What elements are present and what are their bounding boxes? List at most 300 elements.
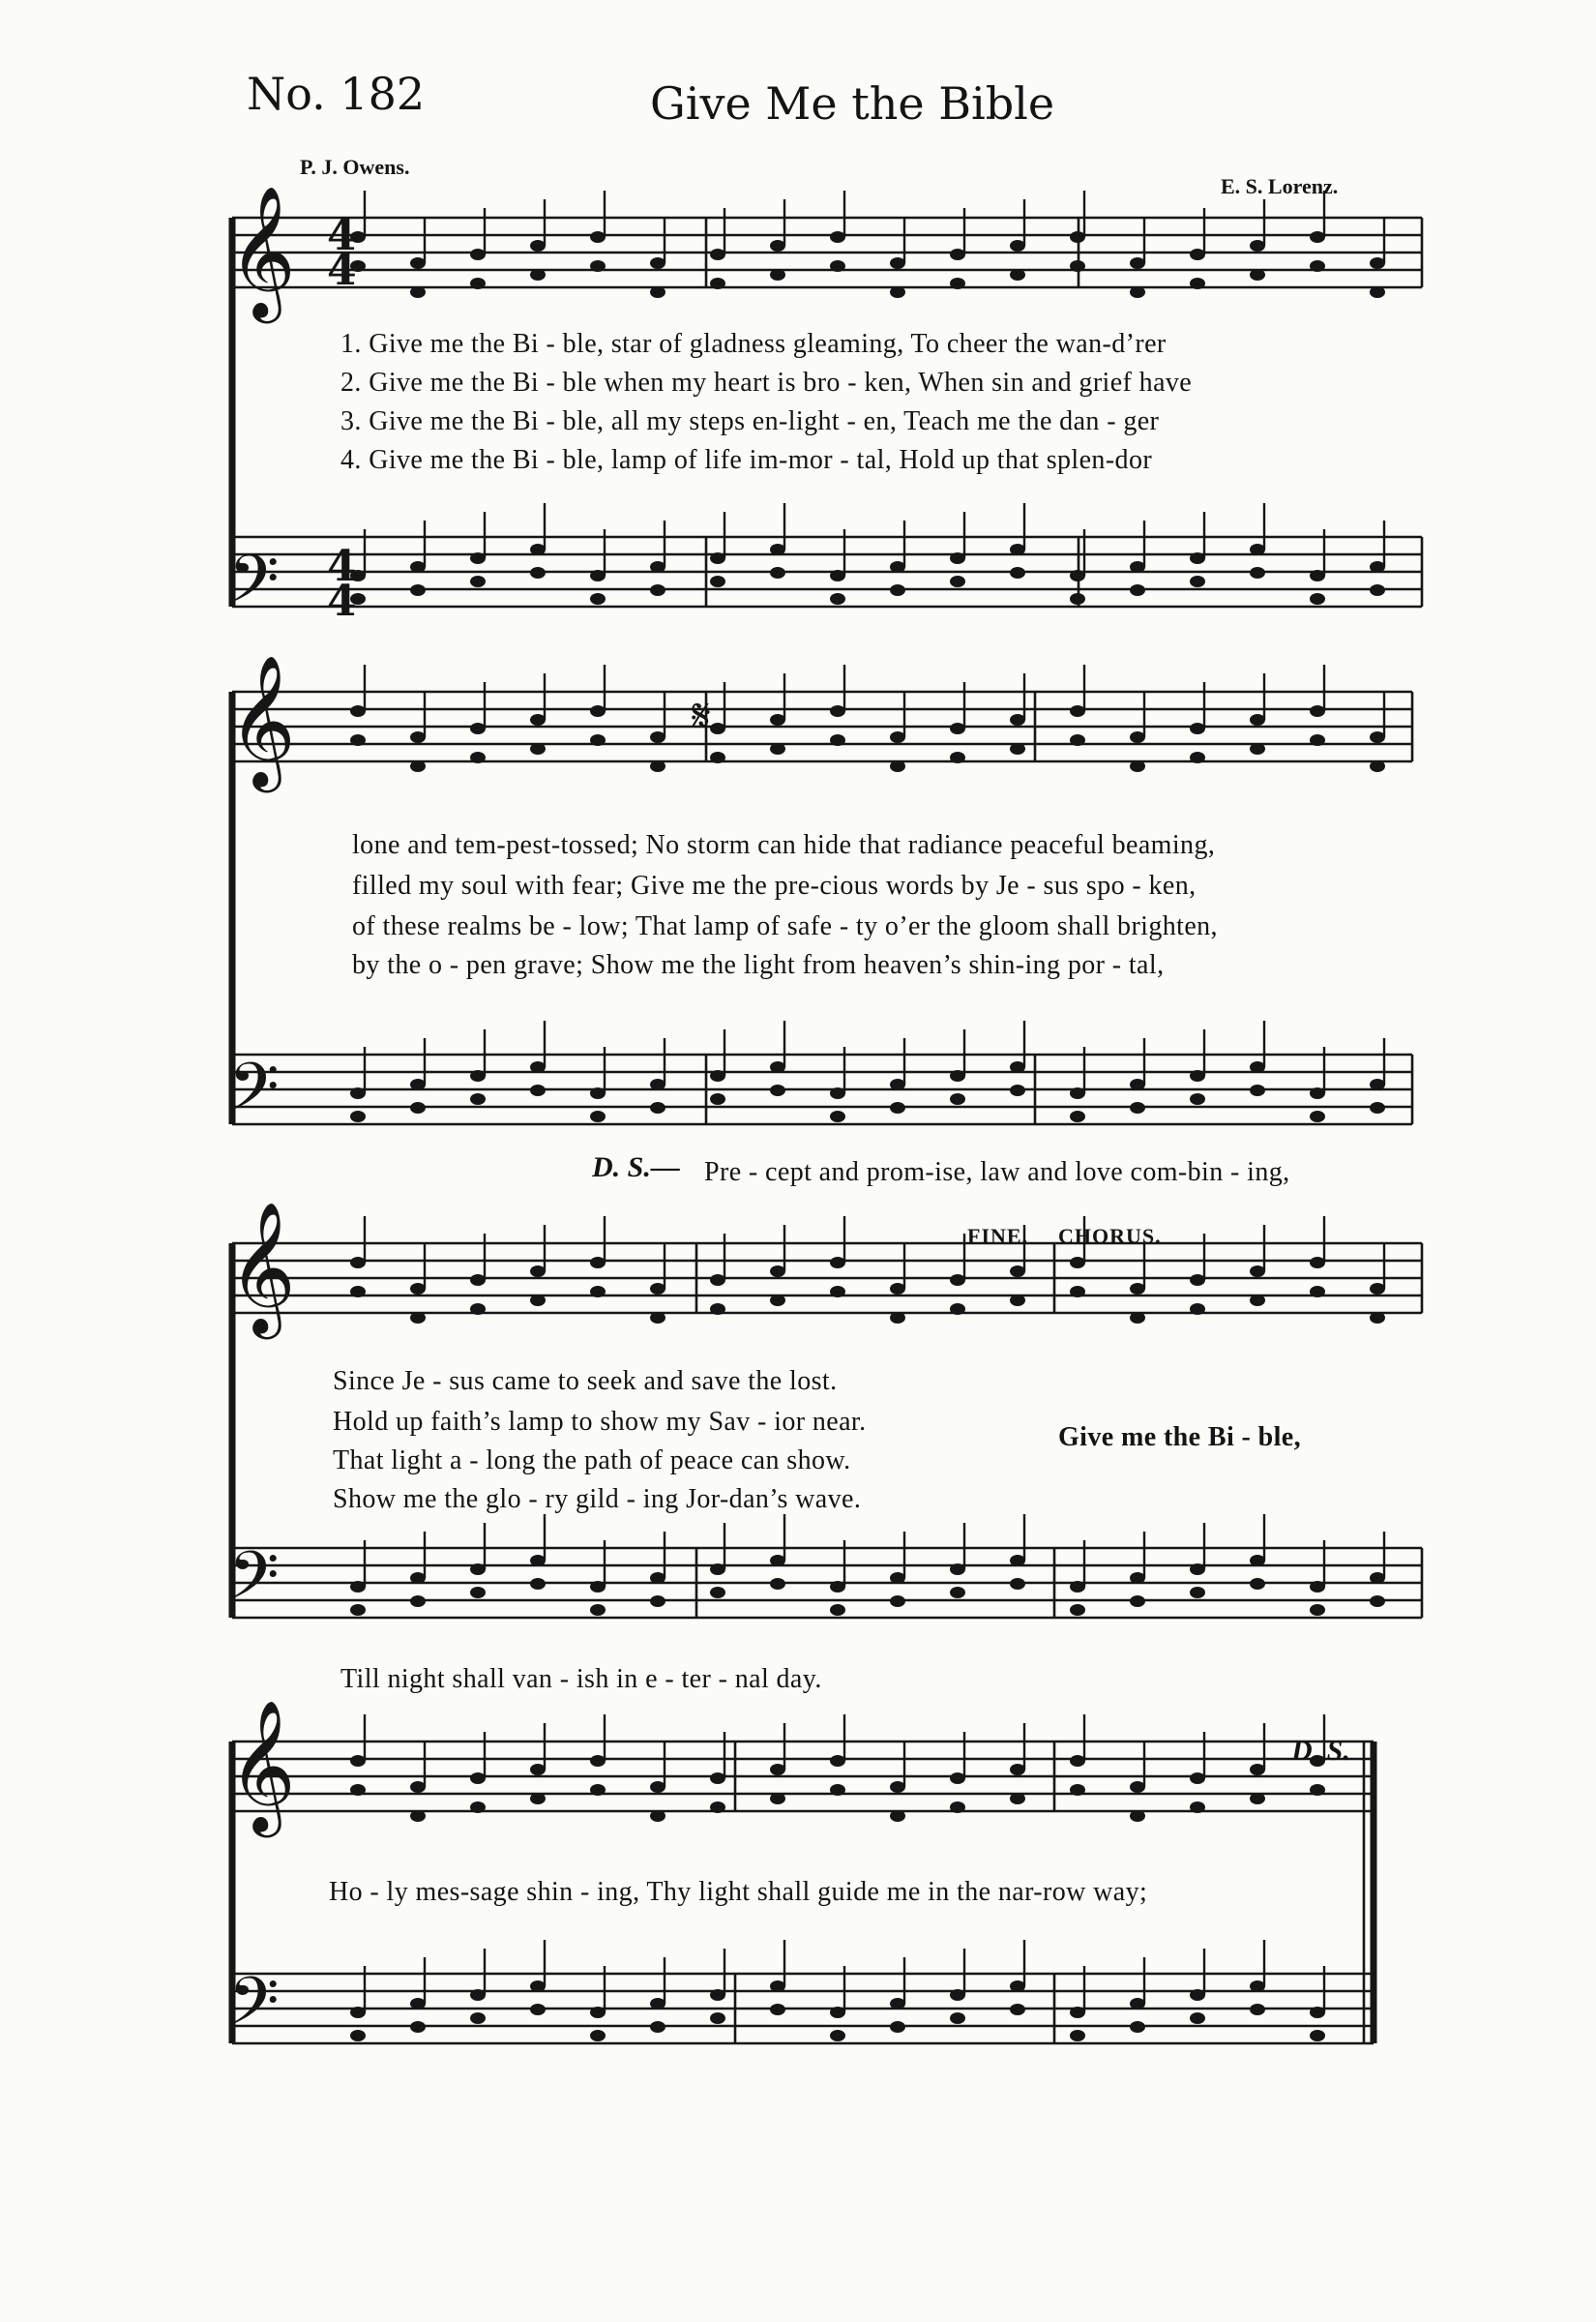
notehead: [950, 2012, 965, 2024]
notehead: [1250, 567, 1265, 579]
notehead: [470, 576, 486, 587]
notehead: [950, 1093, 965, 1105]
notehead: [1250, 1085, 1265, 1096]
notehead: [1250, 1764, 1265, 1775]
notehead: [530, 1793, 546, 1804]
notehead: [410, 1312, 426, 1324]
notehead: [590, 2007, 606, 2018]
notehead: [650, 1998, 665, 2009]
treble-clef-icon: 𝄞: [228, 1200, 296, 1333]
notehead: [590, 260, 606, 272]
notehead: [1010, 1265, 1025, 1277]
notehead: [950, 576, 965, 587]
notehead: [1070, 1755, 1085, 1767]
notehead: [1070, 1087, 1085, 1099]
verse-2-line-1: 2. Give me the Bi - ble when my heart is bro - ken, When sin and grief have: [340, 368, 1193, 398]
notehead: [710, 1093, 725, 1105]
notehead: [1130, 1781, 1145, 1793]
notehead: [1130, 561, 1145, 573]
notehead: [1070, 1784, 1085, 1796]
notehead: [590, 1784, 606, 1796]
notehead: [1070, 231, 1085, 243]
notehead: [1310, 593, 1325, 605]
notehead: [770, 1295, 785, 1306]
notehead: [470, 1563, 486, 1575]
notehead: [1310, 260, 1325, 272]
notehead: [530, 1061, 546, 1073]
bass-clef-icon: 𝄢: [228, 1964, 280, 2056]
notehead: [590, 1087, 606, 1099]
notehead: [1310, 2007, 1325, 2018]
notehead: [770, 1793, 785, 1804]
notehead: [1310, 1257, 1325, 1268]
notehead: [830, 1784, 845, 1796]
notehead: [1010, 1578, 1025, 1590]
notehead: [650, 1312, 665, 1324]
notehead: [1130, 731, 1145, 743]
notehead: [890, 1595, 905, 1607]
notehead: [950, 1274, 965, 1286]
notehead: [350, 1604, 366, 1616]
notehead: [1310, 734, 1325, 746]
notehead: [650, 1572, 665, 1584]
notehead: [1310, 1784, 1325, 1796]
notehead: [710, 1772, 725, 1784]
notehead: [1130, 1595, 1145, 1607]
notehead: [530, 1980, 546, 1992]
treble-clef-icon: 𝄞: [228, 1698, 296, 1831]
notehead: [1130, 1572, 1145, 1584]
notehead: [830, 1257, 845, 1268]
notehead: [650, 257, 665, 269]
notehead: [1190, 576, 1205, 587]
notehead: [650, 1781, 665, 1793]
lyricist-credit: P. J. Owens.: [300, 155, 410, 179]
notehead: [530, 240, 546, 252]
notehead: [530, 1265, 546, 1277]
notehead: [1010, 269, 1025, 281]
ds-lyric: Pre - cept and prom-ise, law and love com-bin - ing,: [704, 1157, 1290, 1187]
notehead: [530, 269, 546, 281]
notehead: [1130, 1312, 1145, 1324]
notehead: [350, 1581, 366, 1593]
segno-icon: 𝄋: [692, 689, 711, 741]
notehead: [530, 1295, 546, 1306]
notehead: [410, 1998, 426, 2009]
notehead: [530, 1578, 546, 1590]
notehead: [1070, 1111, 1085, 1122]
notehead: [470, 278, 486, 289]
notehead: [830, 705, 845, 717]
notehead: [890, 731, 905, 743]
notehead: [1130, 1998, 1145, 2009]
notehead: [470, 723, 486, 734]
notehead: [1010, 240, 1025, 252]
notehead: [650, 286, 665, 298]
verse-4-line-2: by the o - pen grave; Show me the light from heaven’s shin-ing por - tal,: [352, 950, 1165, 980]
notehead: [710, 249, 725, 260]
bass-clef-icon: 𝄢: [228, 1538, 280, 1630]
chorus-lyric-2: Ho - ly mes-sage shin - ing, Thy light shall guide me in the nar-row way;: [329, 1877, 1148, 1907]
bass-clef-icon: 𝄢: [228, 542, 280, 634]
notehead: [1010, 1764, 1025, 1775]
notehead: [590, 1755, 606, 1767]
notehead: [350, 734, 366, 746]
notehead: [1370, 1283, 1385, 1295]
notehead: [1130, 1079, 1145, 1090]
notehead: [1010, 743, 1025, 755]
notehead: [890, 561, 905, 573]
notehead: [890, 1312, 905, 1324]
notehead: [1250, 1295, 1265, 1306]
notehead: [710, 752, 725, 763]
notehead: [1250, 1793, 1265, 1804]
notehead: [890, 286, 905, 298]
verse-3-line-3: That light a - long the path of peace can show.: [333, 1445, 851, 1475]
notehead: [950, 552, 965, 564]
notehead: [1070, 2007, 1085, 2018]
notehead: [1070, 2030, 1085, 2041]
notehead: [770, 567, 785, 579]
notehead: [1130, 1102, 1145, 1114]
notehead: [950, 752, 965, 763]
notehead: [890, 2021, 905, 2033]
notehead: [830, 2030, 845, 2041]
notehead: [410, 1572, 426, 1584]
notehead: [530, 714, 546, 726]
notehead: [530, 2004, 546, 2015]
notehead: [950, 1801, 965, 1813]
notehead: [650, 1283, 665, 1295]
time-signature-bottom: 4: [327, 246, 357, 295]
notehead: [1010, 1980, 1025, 1992]
chorus-mark: CHORUS.: [1058, 1224, 1162, 1248]
notehead: [470, 1093, 486, 1105]
notehead: [590, 570, 606, 581]
notehead: [950, 1070, 965, 1082]
notehead: [1370, 1102, 1385, 1114]
notehead: [1370, 1312, 1385, 1324]
notehead: [950, 1587, 965, 1598]
verse-1-line-2: lone and tem-pest-tossed; No storm can hide that radiance peaceful beaming,: [352, 830, 1216, 860]
notehead: [1070, 1581, 1085, 1593]
notehead: [770, 240, 785, 252]
notehead: [1310, 1581, 1325, 1593]
notehead: [1370, 1079, 1385, 1090]
notehead: [590, 1581, 606, 1593]
notehead: [770, 1555, 785, 1566]
notehead: [1070, 1286, 1085, 1297]
notehead: [1190, 1989, 1205, 2001]
notehead: [1070, 1257, 1085, 1268]
notehead: [1130, 760, 1145, 772]
notehead: [1130, 1283, 1145, 1295]
notehead: [410, 760, 426, 772]
notehead: [1250, 269, 1265, 281]
notehead: [1190, 1587, 1205, 1598]
notehead: [1250, 743, 1265, 755]
notehead: [1070, 1604, 1085, 1616]
notehead: [1250, 714, 1265, 726]
notehead: [710, 278, 725, 289]
notehead: [1190, 723, 1205, 734]
notehead: [1190, 1093, 1205, 1105]
notehead: [650, 561, 665, 573]
notehead: [410, 1810, 426, 1822]
bass-clef-icon: 𝄢: [228, 1050, 280, 1142]
notehead: [770, 714, 785, 726]
notehead: [1190, 1070, 1205, 1082]
notehead: [890, 1102, 905, 1114]
notehead: [590, 1111, 606, 1122]
notehead: [470, 249, 486, 260]
verse-4-line-1: 4. Give me the Bi - ble, lamp of life im-mor - tal, Hold up that splen-dor: [340, 445, 1153, 475]
notehead: [1310, 1087, 1325, 1099]
notehead: [830, 231, 845, 243]
notehead: [1250, 1980, 1265, 1992]
notehead: [770, 544, 785, 555]
notehead: [1250, 1555, 1265, 1566]
notehead: [470, 1989, 486, 2001]
treble-clef-icon: 𝄞: [228, 653, 296, 787]
time-signature-top: 4: [327, 211, 357, 260]
notehead: [890, 1810, 905, 1822]
notehead: [830, 593, 845, 605]
notehead: [830, 570, 845, 581]
notehead: [470, 1070, 486, 1082]
notehead: [950, 278, 965, 289]
notehead: [1310, 570, 1325, 581]
notehead: [1010, 1793, 1025, 1804]
notehead: [590, 1604, 606, 1616]
notehead: [1130, 257, 1145, 269]
verse-1-line-1: 1. Give me the Bi - ble, star of gladness gleaming, To cheer the wan-d’rer: [340, 329, 1167, 359]
notehead: [530, 1085, 546, 1096]
notehead: [1190, 278, 1205, 289]
notehead: [1250, 1265, 1265, 1277]
notehead: [1250, 240, 1265, 252]
notehead: [1190, 552, 1205, 564]
notehead: [710, 723, 725, 734]
notehead: [350, 1286, 366, 1297]
notehead: [950, 1772, 965, 1784]
notehead: [590, 734, 606, 746]
notehead: [830, 2007, 845, 2018]
notehead: [1070, 705, 1085, 717]
notehead: [1010, 714, 1025, 726]
verse-3-line-2: of these realms be - low; That lamp of safe - ty o’er the gloom shall brighten,: [352, 911, 1218, 941]
notehead: [1130, 2021, 1145, 2033]
notehead: [470, 1303, 486, 1315]
notehead: [410, 257, 426, 269]
notehead: [1130, 286, 1145, 298]
notehead: [410, 1595, 426, 1607]
notehead: [830, 1755, 845, 1767]
hymn-title: Give Me the Bible: [650, 77, 1055, 130]
composer-credit: E. S. Lorenz.: [1221, 174, 1339, 198]
notehead: [470, 1274, 486, 1286]
notehead: [530, 567, 546, 579]
notehead: [1370, 1572, 1385, 1584]
notehead: [1250, 544, 1265, 555]
notehead: [830, 1111, 845, 1122]
notehead: [770, 269, 785, 281]
notehead: [1310, 705, 1325, 717]
notehead: [950, 1563, 965, 1575]
notehead: [710, 1563, 725, 1575]
notehead: [410, 1102, 426, 1114]
notehead: [1370, 286, 1385, 298]
notehead: [350, 1257, 366, 1268]
notehead: [890, 1283, 905, 1295]
verse-4-line-3: Show me the glo - ry gild - ing Jor-dan’s wave.: [333, 1484, 862, 1514]
ds-end-mark: D. S.: [1291, 1735, 1350, 1767]
notehead: [890, 1781, 905, 1793]
notehead: [1010, 567, 1025, 579]
notehead: [530, 743, 546, 755]
notehead: [770, 1980, 785, 1992]
notehead: [770, 2004, 785, 2015]
notehead: [1190, 1772, 1205, 1784]
notehead: [410, 1283, 426, 1295]
notehead: [830, 1581, 845, 1593]
notehead: [1010, 1295, 1025, 1306]
notehead: [590, 1257, 606, 1268]
notehead: [350, 1111, 366, 1122]
notehead: [650, 1079, 665, 1090]
notehead: [1310, 2030, 1325, 2041]
notehead: [770, 1578, 785, 1590]
notehead: [530, 544, 546, 555]
notehead: [470, 2012, 486, 2024]
notehead: [1370, 584, 1385, 596]
notehead: [710, 1801, 725, 1813]
notehead: [650, 584, 665, 596]
notehead: [890, 1079, 905, 1090]
notehead: [650, 1810, 665, 1822]
notehead: [590, 705, 606, 717]
notehead: [890, 584, 905, 596]
notehead: [1250, 1061, 1265, 1073]
notehead: [950, 1989, 965, 2001]
notehead: [530, 1764, 546, 1775]
notehead: [1130, 1810, 1145, 1822]
notehead: [1310, 1111, 1325, 1122]
treble-clef-icon: 𝄞: [228, 184, 296, 317]
notehead: [1130, 584, 1145, 596]
notehead: [830, 1604, 845, 1616]
notehead: [710, 552, 725, 564]
notehead: [650, 760, 665, 772]
notehead: [890, 760, 905, 772]
notehead: [410, 2021, 426, 2033]
notehead: [770, 1085, 785, 1096]
notehead: [710, 1303, 725, 1315]
notehead: [1070, 734, 1085, 746]
notehead: [770, 1265, 785, 1277]
notehead: [890, 1572, 905, 1584]
notehead: [830, 260, 845, 272]
notehead: [710, 1587, 725, 1598]
notehead: [590, 1286, 606, 1297]
verse-1-line-3: Since Je - sus came to seek and save the lost.: [333, 1366, 838, 1396]
notehead: [410, 584, 426, 596]
notehead: [470, 1772, 486, 1784]
notehead: [1250, 1578, 1265, 1590]
notehead: [350, 1755, 366, 1767]
notehead: [350, 1087, 366, 1099]
notehead: [1310, 231, 1325, 243]
hymn-number: No. 182: [247, 68, 426, 120]
fine-mark: FINE.: [967, 1224, 1029, 1248]
notehead: [950, 1303, 965, 1315]
notehead: [1010, 1061, 1025, 1073]
notehead: [830, 1087, 845, 1099]
notehead: [1370, 257, 1385, 269]
notehead: [1310, 1604, 1325, 1616]
notehead: [770, 1061, 785, 1073]
notehead: [770, 1764, 785, 1775]
notehead: [590, 231, 606, 243]
notehead: [530, 1555, 546, 1566]
notehead: [410, 286, 426, 298]
notehead: [350, 2007, 366, 2018]
notehead: [1370, 1595, 1385, 1607]
notehead: [1190, 1303, 1205, 1315]
notehead: [650, 1102, 665, 1114]
notehead: [1250, 2004, 1265, 2015]
notehead: [410, 1079, 426, 1090]
notehead: [890, 257, 905, 269]
notehead: [770, 743, 785, 755]
notehead: [650, 731, 665, 743]
notehead: [1190, 1274, 1205, 1286]
verse-3-line-1: 3. Give me the Bi - ble, all my steps en-light - en, Teach me the dan - ger: [340, 406, 1160, 436]
chorus-bottom-lyric: Till night shall van - ish in e - ter - nal day.: [340, 1664, 822, 1694]
notehead: [1010, 544, 1025, 555]
time-signature-bottom: 4: [327, 577, 357, 626]
notehead: [1310, 1286, 1325, 1297]
notehead: [650, 1595, 665, 1607]
notehead: [1010, 1555, 1025, 1566]
notehead: [950, 249, 965, 260]
notehead: [1190, 249, 1205, 260]
notehead: [350, 1784, 366, 1796]
notehead: [1370, 731, 1385, 743]
notehead: [710, 2012, 725, 2024]
notehead: [590, 2030, 606, 2041]
notehead: [410, 1781, 426, 1793]
notehead: [830, 1286, 845, 1297]
notehead: [1190, 1563, 1205, 1575]
notehead: [710, 1274, 725, 1286]
notehead: [1190, 752, 1205, 763]
notehead: [950, 723, 965, 734]
notehead: [1070, 260, 1085, 272]
notehead: [1010, 2004, 1025, 2015]
notehead: [590, 593, 606, 605]
notehead: [890, 1998, 905, 2009]
notehead: [1070, 570, 1085, 581]
notehead: [710, 1989, 725, 2001]
notehead: [470, 552, 486, 564]
notehead: [830, 734, 845, 746]
notehead: [710, 576, 725, 587]
notehead: [1370, 760, 1385, 772]
notehead: [650, 2021, 665, 2033]
verse-2-line-3: Hold up faith’s lamp to show my Sav - ior near.: [333, 1407, 867, 1437]
notehead: [410, 731, 426, 743]
